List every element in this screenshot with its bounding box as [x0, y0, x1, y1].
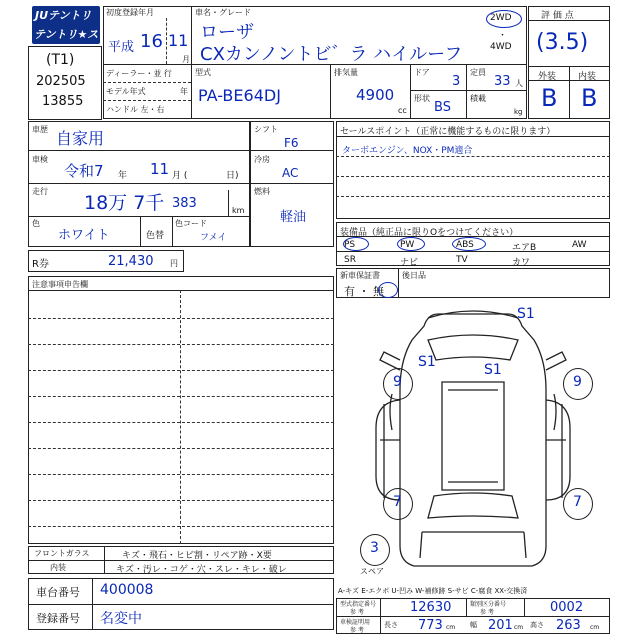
damage-mark-wheel-fl: 9 — [393, 374, 402, 390]
model-year-label: モデル年式 — [106, 87, 146, 96]
inspection-year-unit: 年 — [118, 171, 128, 181]
equipment-item-row2-0: SR — [344, 255, 356, 265]
equipment-item-row1-4: AW — [572, 240, 587, 250]
inspection-day-paren: 日) — [226, 171, 239, 181]
damage-mark-front: S1 — [517, 306, 535, 322]
notes-line — [28, 396, 334, 397]
cc-unit: cc — [398, 106, 407, 115]
pw-circle — [397, 237, 425, 251]
number-code: 13855 — [42, 94, 84, 109]
date-code: 202505 — [36, 74, 86, 89]
warranty-value: 有 ・ 無 — [344, 285, 384, 298]
first-reg-year: 16 — [140, 31, 163, 52]
registration-label: 登録番号 — [36, 612, 80, 625]
class-label: 類別区分番号 — [470, 601, 507, 608]
color: ホワイト — [58, 228, 110, 243]
spare-label: スペア — [360, 567, 384, 576]
damage-mark-left: S1 — [418, 354, 436, 370]
capacity: 33 — [494, 74, 511, 89]
warranty-circle — [378, 282, 398, 298]
length-cm: cm — [446, 624, 456, 631]
recycle-label: R券 — [32, 259, 49, 270]
grade: CXカンノントビ゛ラ ハイルーフ — [200, 44, 463, 65]
notes-line — [28, 474, 334, 475]
shift-label: シフト — [254, 125, 278, 134]
mileage-sub: 383 — [172, 196, 197, 211]
displacement-label: 排気量 — [334, 68, 358, 77]
dims-sub: 参 考 — [350, 627, 364, 634]
inspection-label: 車検 — [32, 155, 48, 164]
height-label: 高さ — [530, 621, 544, 629]
width-label: 幅 — [470, 621, 477, 629]
chassis-label: 車台番号 — [36, 586, 80, 599]
type-cert-sub: 参 考 — [350, 609, 364, 616]
notes-line — [28, 318, 334, 319]
color-label: 色 — [32, 219, 40, 228]
score-label: 評 価 点 — [541, 11, 574, 21]
ac: AC — [282, 166, 299, 180]
shift: F6 — [284, 136, 299, 150]
damage-mark-wheel-fr: 9 — [573, 374, 582, 390]
car-name: ローザ — [200, 22, 254, 43]
color-code: フメイ — [200, 233, 227, 243]
interior-cond-label: 内装 — [50, 563, 66, 572]
equipment-item-row1-0: PS — [344, 240, 356, 250]
car-name-label: 車名・グレード — [195, 8, 251, 17]
sales-note: ターボエンジン、NOX・PM適合 — [342, 146, 473, 156]
notes-line — [28, 448, 334, 449]
dealer-label: ディーラー・並 行 — [106, 69, 172, 78]
model-code: PA-BE64DJ — [198, 86, 281, 105]
damage-mark-spare: 3 — [370, 540, 379, 556]
kg-unit: kg — [514, 108, 523, 116]
load-label: 積載 — [470, 94, 486, 103]
type-cert-value: 12630 — [410, 600, 452, 615]
logo — [32, 6, 100, 57]
notes-line — [28, 344, 334, 345]
front-glass-text: キズ・飛石・ヒビ割・リペア跡・X要 — [122, 551, 272, 561]
damage-mark-wheel-rr: 7 — [573, 494, 582, 510]
capacity-label: 定員 — [470, 68, 486, 77]
handle-label: ハンドル 左・右 — [106, 105, 165, 114]
doors: 3 — [452, 74, 461, 89]
score-value: (3.5) — [536, 30, 589, 55]
interior-label: 内装 — [578, 72, 597, 82]
displacement: 4900 — [356, 86, 395, 104]
damage-mark-wheel-rl: 7 — [393, 494, 402, 510]
exterior-label: 外装 — [538, 72, 557, 82]
recycle-amount: 21,430 — [108, 254, 154, 269]
first-reg-month: 11 — [168, 31, 189, 50]
logo-line1: JUテントリ — [35, 9, 92, 22]
equipment-item-row1-3: エアB — [512, 243, 537, 253]
door-label: ドア — [414, 68, 430, 77]
sales-label: セールスポイント（正常に機能するものに限ります） — [340, 127, 556, 137]
abs-circle — [452, 237, 486, 251]
person-unit: 人 — [515, 79, 523, 88]
fuel-label: 燃料 — [254, 187, 270, 196]
exterior-score: B — [541, 84, 558, 112]
equipment-item-row1-1: PW — [400, 240, 415, 250]
first-reg-month-unit: 月 — [182, 55, 190, 64]
damage-mark-roof: S1 — [484, 362, 502, 378]
length: 773 — [418, 618, 443, 633]
equipment-item-row1-2: ABS — [456, 240, 474, 250]
length-label: 長さ — [384, 621, 398, 629]
first-reg-era: 平成 — [108, 40, 135, 55]
transfer-label: 後日品 — [402, 271, 426, 280]
registration-value: 名変中 — [100, 611, 142, 627]
notes-line — [28, 526, 334, 527]
mileage-label: 走行 — [32, 187, 48, 196]
color-code-label: 色コード — [175, 219, 207, 228]
notes-line — [28, 370, 334, 371]
shape-label: 形状 — [414, 94, 430, 103]
width-cm: cm — [514, 624, 524, 631]
drive-4wd: 4WD — [490, 42, 512, 52]
chassis-value: 400008 — [100, 582, 154, 598]
width: 201 — [488, 618, 513, 633]
fuel: 軽油 — [280, 210, 307, 225]
warranty-label: 新車保証書 — [340, 271, 380, 280]
notes-label: 注意事項申告欄 — [32, 280, 88, 289]
equipment-label: 装備品（純正品に限りOをつけてください） — [340, 228, 519, 238]
lot-code: (T1) — [46, 52, 75, 68]
damage-legend: A-キズ E-エクボ U-凹み W-補修跡 S-サビ C-腐食 XX-交換済 — [338, 587, 528, 595]
interior-score: B — [581, 84, 598, 112]
notes-line — [28, 500, 334, 501]
km-unit: km — [232, 206, 245, 215]
mileage-main: 18万 7千 — [84, 192, 165, 214]
height: 263 — [556, 618, 581, 633]
dims-label: 車検証明用 — [340, 619, 371, 626]
class-value: 0002 — [550, 600, 584, 615]
year-unit: 年 — [180, 87, 188, 96]
inspection-month: 11 — [150, 160, 170, 178]
inspection-era: 令和7 — [64, 162, 104, 180]
usage-label: 車歴 — [32, 125, 48, 134]
color-change-label: 色替 — [146, 231, 165, 241]
type-cert-label: 型式指定番号 — [340, 601, 377, 608]
yen-unit: 円 — [170, 259, 178, 268]
equipment-item-row2-3: カワ — [512, 258, 531, 268]
height-cm: cm — [590, 624, 600, 631]
usage: 自家用 — [56, 129, 105, 148]
inspection-month-paren: 月 ( — [172, 171, 188, 181]
ac-label: 冷房 — [254, 155, 270, 164]
first-reg-label: 初度登録年月 — [106, 8, 154, 17]
equipment-item-row2-2: TV — [456, 255, 468, 265]
shape: BS — [434, 100, 451, 115]
notes-block — [28, 276, 334, 544]
drive-2wd: 2WD — [490, 13, 512, 23]
front-glass-label: フロントガラス — [34, 549, 90, 558]
recycle-block — [28, 250, 184, 272]
interior-cond-text: キズ・汚レ・コゲ・穴・スレ・キレ・破レ — [116, 565, 287, 575]
model-label: 型式 — [195, 68, 211, 77]
class-sub: 参 考 — [480, 609, 494, 616]
ps-circle — [343, 237, 369, 251]
drive-dot: ・ — [498, 31, 508, 41]
equipment-item-row2-1: ナビ — [400, 258, 419, 268]
notes-line — [28, 422, 334, 423]
logo-line2: テントリ★スター — [34, 28, 99, 57]
